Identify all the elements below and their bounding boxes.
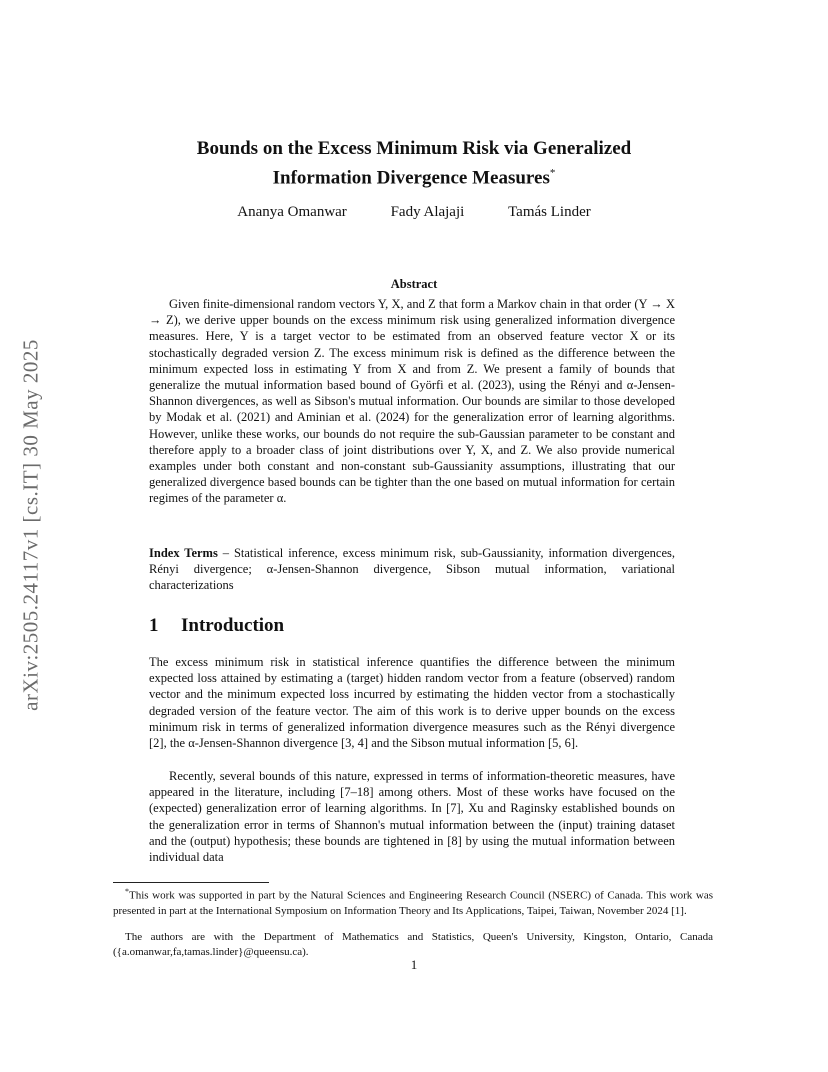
section-number: 1	[149, 615, 159, 636]
title-line-2-text: Information Divergence Measures	[272, 167, 550, 189]
footnote-affiliation: The authors are with the Department of Mathematics and Statistics, Queen's University, Kingston, Ontario, Canada ({a.omanwar,fa,tamas.linder}@queensu.ca).	[113, 931, 713, 958]
footnote-mark: *	[125, 887, 129, 896]
author-name: Fady Alajaji	[390, 204, 465, 220]
footnote-rule	[113, 882, 269, 883]
footnote-funding-text: This work was supported in part by the Natural Sciences and Engineering Research Council (NSERC) of Canada. This work was presented in part at the International Symposium on Information Theory and Its Applications, Taipei, Taiwan, November 2024 [1].	[113, 889, 713, 917]
arxiv-identifier-watermark	[14, 290, 48, 760]
intro-paragraph-1: The excess minimum risk in statistical inference quantifies the difference between the minimum expected loss attained by estimating a (target) hidden random vector from a feature (observed) random vector and the minimum expected loss incurred by estimating the hidden vector from a stochastically degraded version of the feature vector. The aim of this work is to derive upper bounds on the excess minimum risk in terms of generalized information divergence measures such as the Rényi divergence [2], the α-Jensen-Shannon divergence [3, 4] and the Sibson mutual information [5, 6].	[149, 655, 675, 751]
author-name: Ananya Omanwar	[237, 204, 347, 220]
paper-title	[120, 136, 708, 190]
abstract-heading: Abstract	[390, 277, 438, 291]
arxiv-identifier: arXiv:2505.24117v1 [cs.IT] 30 May 2025	[18, 339, 43, 711]
author-list	[120, 204, 708, 221]
footnote-funding	[113, 884, 713, 919]
section-title: Introduction	[181, 615, 285, 636]
title-line-2	[120, 161, 708, 190]
title-footnote-mark: *	[549, 167, 556, 179]
author-name: Tamás Linder	[508, 204, 591, 220]
index-terms-text: – Statistical inference, excess minimum risk, sub-Gaussianity, information divergences, Rényi divergence; α-Jensen-Shannon divergence, Sibson mutual information, variational characterizations	[149, 546, 675, 593]
index-terms	[149, 545, 675, 594]
page-number: 1	[410, 957, 418, 972]
abstract-text: Given finite-dimensional random vectors Y, X, and Z that form a Markov chain in that order (Y → X → Z), we derive upper bounds on the excess minimum risk using generalized information divergence measures. Here, Y is a target vector to be estimated from an observed feature vector X or its stochastically degraded version Z. The excess minimum risk is defined as the difference between the minimum expected loss in estimating Y from X and from Z. We present a family of bounds that generalize the mutual information based bound of Györfi et al. (2023), using the Rényi and α-Jensen-Shannon divergences, as well as Sibson's mutual information. Our bounds are similar to those developed by Modak et al. (2021) and Aminian et al. (2024) for the generalization error of learning algorithms. However, unlike these works, our bounds do not require the sub-Gaussian parameter to be constant and therefore apply to a broader class of joint distributions over Y, X, and Z. We also provide numerical examples under both constant and non-constant sub-Gaussianity assumptions, illustrating that our generalized divergence based bounds can be tighter than the one based on mutual information for certain regimes of the parameter α.	[149, 297, 675, 506]
index-terms-label: Index Terms	[149, 546, 218, 560]
section-heading	[149, 615, 284, 637]
intro-paragraph-2: Recently, several bounds of this nature, expressed in terms of information-theoretic measures, have appeared in the literature, including [7–18] among others. Most of these works have focused on the (expected) generalization error of learning algorithms. In [7], Xu and Raginsky established bounds on the generalization error in terms of Shannon's mutual information between the (input) training dataset and the (output) hypothesis; these bounds are tightened in [8] by using the mutual information between individual data	[149, 769, 675, 865]
title-line-1: Bounds on the Excess Minimum Risk via Generalized	[196, 138, 632, 159]
